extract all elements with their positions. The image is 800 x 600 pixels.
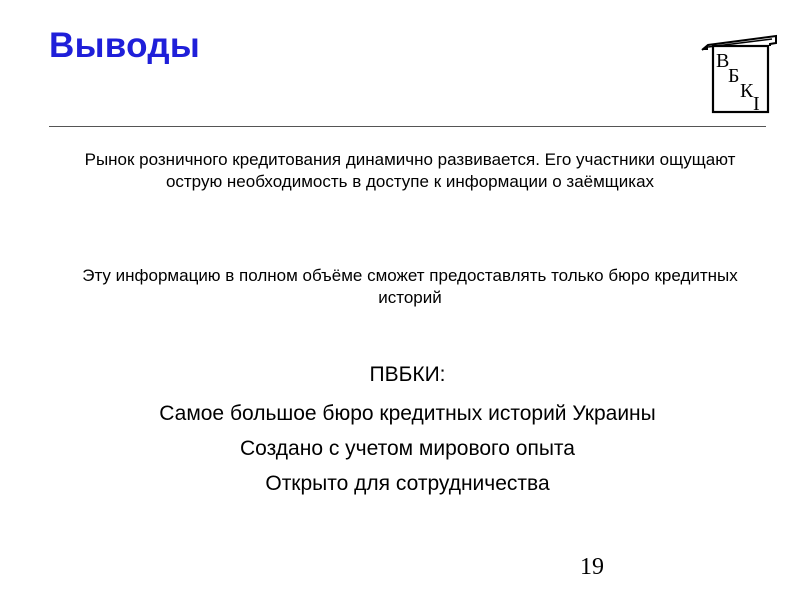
- bullet-list: [0, 397, 800, 502]
- paragraph-bureau: Эту информацию в полном объёме сможет предоставлять только бюро кредитных историй: [82, 266, 738, 307]
- slide-title: Выводы: [49, 26, 201, 65]
- logo-letter-1: В: [716, 50, 730, 72]
- bullet-item: [0, 432, 800, 467]
- pvbki-subheading: ПВБКИ:: [369, 363, 446, 386]
- paragraph-market: Рынок розничного кредитования динамично развивается. Его участники ощущают острую необходимость в доступе к информации о заёмщиках: [84, 150, 736, 191]
- bullet-text: Открыто для сотрудничества: [265, 472, 550, 495]
- logo-letter-3: К: [740, 80, 754, 102]
- logo-letter-4: І: [753, 93, 760, 114]
- title-divider: [49, 126, 766, 127]
- logo-letter-2: Б: [728, 65, 740, 87]
- bullet-text: Самое большое бюро кредитных историй Украины: [159, 402, 656, 425]
- page-number: 19: [580, 554, 604, 580]
- bullet-item: [0, 467, 800, 502]
- bullet-text: Создано с учетом мирового опыта: [240, 437, 575, 460]
- bullet-item: [0, 397, 800, 432]
- pvbki-logo-icon: [700, 34, 778, 114]
